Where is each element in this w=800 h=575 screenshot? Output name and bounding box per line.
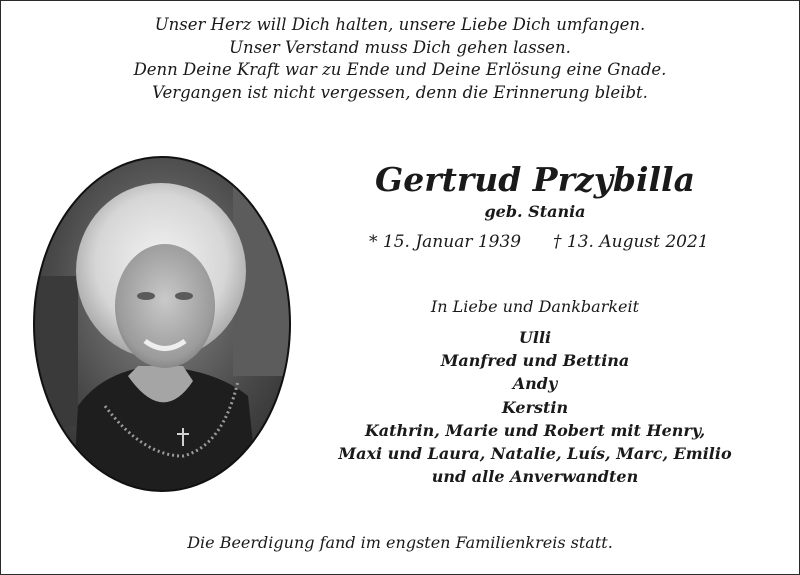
mourner-line: Andy: [512, 374, 558, 394]
birth-date: * 15. Januar 1939: [369, 232, 522, 252]
death-date: † 13. August 2021: [553, 232, 709, 252]
mourner-line: Ulli: [518, 328, 552, 347]
life-dates: [335, 232, 735, 254]
deceased-name: Gertrud Przybilla: [375, 160, 695, 199]
mourner-line: und alle Anverwandten: [431, 467, 639, 487]
dedication-line: In Liebe und Dankbarkeit: [430, 297, 640, 316]
poem-line: Unser Verstand muss Dich gehen lassen.: [229, 37, 571, 57]
poem-line: Denn Deine Kraft war zu Ende und Deine Erlösung eine Gnade.: [133, 60, 667, 79]
birth-name: geb. Stania: [484, 202, 586, 221]
portrait-photo: [33, 156, 291, 492]
funeral-note: Die Beerdigung fand im engsten Familienkreis statt.: [187, 533, 613, 552]
mourners-list: [335, 326, 735, 488]
mourner-line: Kathrin, Marie und Robert mit Henry,: [364, 420, 706, 440]
mourner-line: Maxi und Laura, Natalie, Luís, Marc, Emilio: [338, 444, 732, 464]
mourner-line: Kerstin: [501, 397, 569, 417]
portrait-oval: [33, 156, 291, 492]
poem-line: Unser Herz will Dich halten, unsere Liebe Dich umfangen.: [154, 15, 646, 34]
mourner-line: Manfred und Bettina: [440, 351, 630, 371]
poem-line: Vergangen ist nicht vergessen, denn die Erinnerung bleibt.: [152, 82, 648, 102]
memorial-poem: [0, 14, 800, 104]
